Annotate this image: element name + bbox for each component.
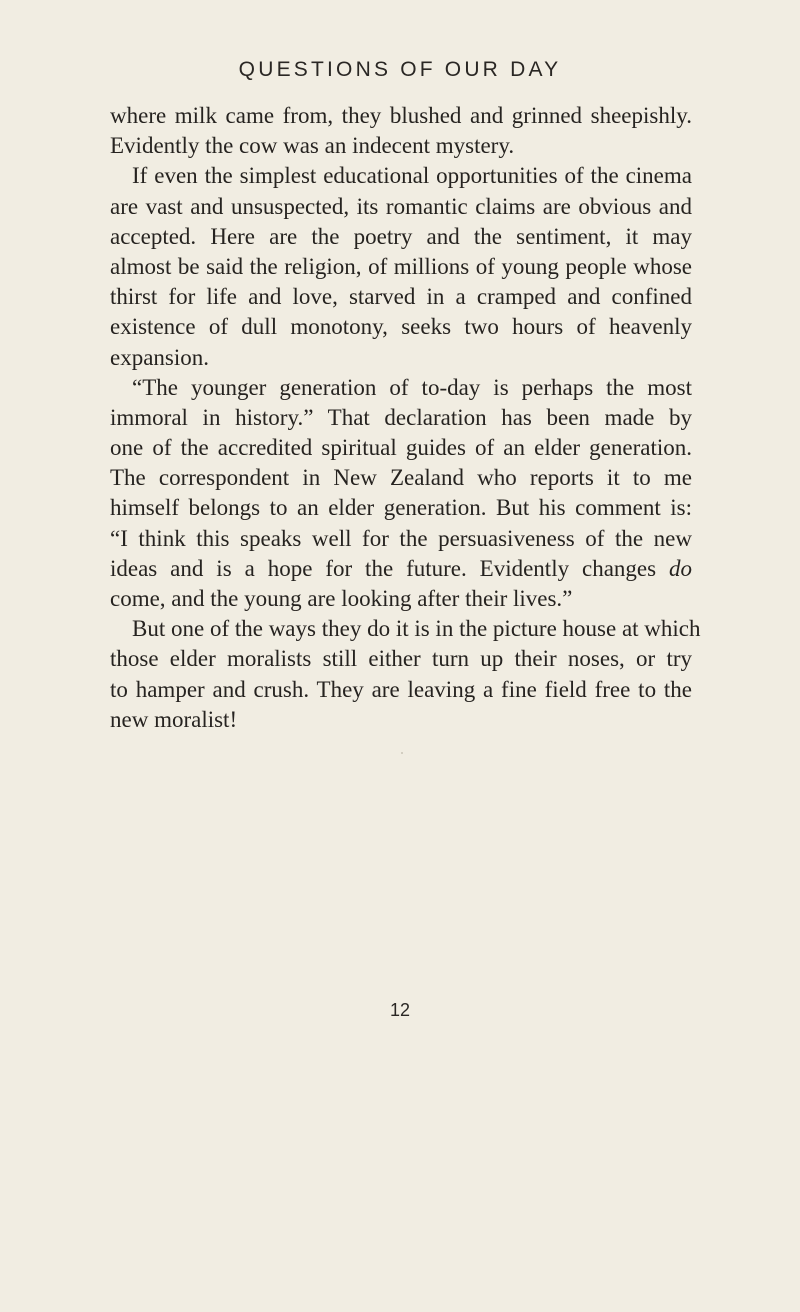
text-line: If even the simplest educational opportunities of the cinema xyxy=(132,163,692,189)
body-text xyxy=(110,101,701,735)
text-line: are vast and unsuspected, its romantic claims are obvious and xyxy=(110,193,692,219)
text-line: come, and the young are looking after their lives.” xyxy=(110,586,573,611)
text-line: existence of dull monotony, seeks two hours of heavenly xyxy=(110,314,692,340)
paper-speck xyxy=(401,752,403,754)
text-line: those elder moralists still either turn up their noses, or try xyxy=(110,646,692,672)
emphasis: do xyxy=(669,555,692,581)
text-line: But one of the ways they do it is in the picture house at which xyxy=(132,616,701,642)
text-line: thirst for life and love, starved in a cramped and confined xyxy=(110,284,692,310)
text-line: one of the accredited spiritual guides of an elder generation. xyxy=(110,435,692,461)
text-line: “The younger generation of to-day is perhaps the most xyxy=(132,374,692,400)
text-line: “I think this speaks well for the persuasiveness of the new xyxy=(110,525,692,551)
text-line: expansion. xyxy=(110,344,210,370)
text-line: where milk came from, they blushed and grinned sheepishly. xyxy=(110,103,692,128)
text-line: immoral in history.” That declaration has been made by xyxy=(110,404,692,430)
text-line: almost be said the religion, of millions of young people whose xyxy=(110,253,692,279)
text-line: The correspondent in New Zealand who reports it to me xyxy=(110,465,692,491)
text-line: new moralist! xyxy=(110,706,238,732)
text-line: ideas and is a hope for the future. Evidently changes do xyxy=(110,555,692,581)
text-line: himself belongs to an elder generation. But his comment is: xyxy=(110,495,692,521)
text-line: to hamper and crush. They are leaving a fine field free to the xyxy=(110,676,692,702)
page-number: 12 xyxy=(389,1000,411,1020)
text-line: accepted. Here are the poetry and the sentiment, it may xyxy=(110,223,692,249)
running-head: QUESTIONS OF OUR DAY xyxy=(238,58,562,81)
text-line: Evidently the cow was an indecent mystery. xyxy=(110,133,515,159)
